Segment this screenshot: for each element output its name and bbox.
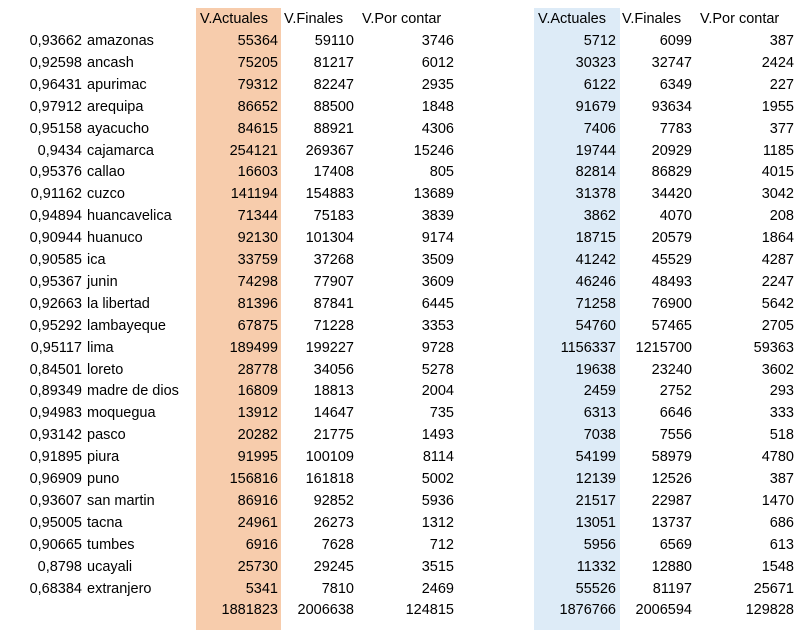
- row-department-name: san martin: [87, 492, 155, 509]
- row-actuales-right: 19638: [575, 361, 616, 378]
- row-actuales-right: 12139: [575, 471, 616, 487]
- row-actuales-right: 31378: [575, 186, 616, 203]
- row-por-contar-right: 2424: [761, 54, 794, 71]
- total-actuales-left: 1881823: [221, 602, 278, 619]
- totals-row: [0, 599, 811, 621]
- row-finales-right: 12880: [651, 558, 692, 575]
- row-finales-left: 34056: [313, 361, 354, 378]
- row-actuales-left: 71344: [237, 208, 278, 225]
- table-row: [0, 468, 811, 490]
- row-actuales-left: 156816: [229, 471, 278, 487]
- row-por-contar-right: 2705: [761, 317, 794, 334]
- row-department-name: junin: [87, 273, 118, 290]
- row-finales-left: 269367: [305, 142, 354, 159]
- row-finales-left: 71228: [313, 317, 354, 334]
- total-finales-left: 2006638: [297, 602, 354, 619]
- table-row: [0, 52, 811, 74]
- table-row: [0, 578, 811, 600]
- row-actuales-right: 3862: [583, 208, 616, 225]
- row-por-contar-right: 4015: [761, 164, 794, 181]
- header-finales-right: V.Finales: [622, 11, 682, 27]
- row-factor: 0,97912: [29, 98, 82, 115]
- row-actuales-left: 86652: [237, 98, 278, 115]
- row-por-contar-right: 1548: [761, 558, 794, 575]
- row-finales-left: 75183: [313, 208, 354, 225]
- row-finales-left: 7628: [321, 536, 354, 553]
- row-finales-left: 77907: [313, 273, 354, 290]
- row-por-contar-right: 5642: [761, 295, 794, 312]
- row-department-name: ayacucho: [87, 120, 150, 137]
- row-department-name: tacna: [87, 514, 123, 531]
- row-por-contar-left: 805: [429, 164, 454, 181]
- row-por-contar-right: 387: [769, 471, 794, 487]
- row-actuales-left: 6916: [245, 536, 278, 553]
- row-department-name: callao: [87, 164, 125, 181]
- row-finales-left: 154883: [305, 186, 354, 203]
- row-por-contar-left: 3515: [421, 558, 454, 575]
- row-finales-left: 37268: [313, 252, 354, 268]
- row-finales-left: 81217: [313, 54, 354, 71]
- row-factor: 0,91895: [29, 449, 82, 466]
- row-actuales-left: 86916: [237, 492, 278, 509]
- table-row: [0, 446, 811, 468]
- row-por-contar-left: 5278: [421, 361, 454, 378]
- row-actuales-left: 13912: [237, 405, 278, 422]
- row-factor: 0,95117: [30, 339, 82, 356]
- row-por-contar-left: 1312: [421, 514, 454, 531]
- header-actuales-left: V.Actuales: [200, 11, 268, 27]
- table-row: [0, 315, 811, 337]
- row-department-name: lima: [87, 339, 114, 356]
- row-actuales-left: 92130: [237, 230, 278, 247]
- table-row: [0, 337, 811, 359]
- row-actuales-right: 5956: [583, 536, 616, 553]
- row-por-contar-left: 4306: [421, 120, 454, 137]
- table-row: [0, 271, 811, 293]
- row-actuales-right: 55526: [575, 580, 616, 597]
- row-actuales-right: 46246: [575, 273, 616, 290]
- row-finales-left: 21775: [313, 427, 354, 444]
- row-factor: 0,90665: [29, 536, 82, 553]
- total-finales-right: 2006594: [635, 602, 692, 619]
- table-row: [0, 490, 811, 512]
- row-por-contar-left: 5936: [421, 492, 454, 509]
- row-actuales-right: 7038: [583, 427, 616, 444]
- row-actuales-right: 1156337: [560, 339, 616, 356]
- row-finales-left: 101304: [305, 230, 354, 247]
- row-finales-right: 22987: [651, 492, 692, 509]
- row-finales-right: 23240: [651, 361, 692, 378]
- row-department-name: pasco: [87, 427, 126, 444]
- row-actuales-right: 13051: [575, 514, 616, 531]
- table-row: [0, 227, 811, 249]
- table-row: [0, 30, 811, 52]
- row-finales-right: 86829: [651, 164, 692, 181]
- row-finales-right: 76900: [651, 295, 692, 312]
- row-por-contar-right: 377: [769, 120, 794, 137]
- row-finales-right: 20579: [651, 230, 692, 247]
- row-department-name: piura: [87, 449, 120, 466]
- table-row: [0, 556, 811, 578]
- row-por-contar-left: 2935: [421, 76, 454, 93]
- row-actuales-left: 20282: [237, 427, 278, 444]
- table-row: [0, 96, 811, 118]
- row-por-contar-left: 3609: [421, 273, 454, 290]
- row-por-contar-right: 293: [769, 383, 794, 400]
- header-por-contar-left: V.Por contar: [362, 11, 442, 27]
- table-row: [0, 512, 811, 534]
- row-actuales-left: 81396: [237, 295, 278, 312]
- row-por-contar-right: 1955: [761, 98, 794, 115]
- row-actuales-left: 254121: [229, 142, 278, 159]
- row-por-contar-left: 5002: [421, 471, 454, 487]
- row-department-name: arequipa: [87, 98, 144, 115]
- row-factor: 0,93607: [29, 492, 82, 509]
- row-finales-right: 34420: [651, 186, 692, 203]
- row-factor: 0,91162: [30, 186, 82, 203]
- row-actuales-right: 91679: [575, 98, 616, 115]
- table-row: [0, 183, 811, 205]
- row-por-contar-right: 227: [769, 76, 794, 93]
- row-department-name: ancash: [87, 54, 134, 71]
- row-actuales-left: 16809: [237, 383, 278, 400]
- row-actuales-left: 141194: [230, 186, 278, 203]
- row-department-name: lambayeque: [87, 317, 166, 334]
- row-finales-left: 29245: [313, 558, 354, 575]
- row-department-name: puno: [87, 471, 120, 487]
- row-finales-right: 13737: [651, 514, 692, 531]
- row-department-name: madre de dios: [87, 383, 179, 400]
- row-finales-right: 45529: [651, 252, 692, 268]
- row-actuales-left: 74298: [237, 273, 278, 290]
- row-department-name: cuzco: [87, 186, 125, 203]
- row-actuales-left: 84615: [237, 120, 278, 137]
- row-factor: 0,95005: [29, 514, 82, 531]
- row-finales-left: 88500: [313, 98, 354, 115]
- row-por-contar-right: 333: [769, 405, 794, 422]
- row-finales-left: 100109: [305, 449, 354, 466]
- row-finales-right: 6099: [659, 33, 692, 49]
- row-por-contar-left: 13689: [413, 186, 454, 203]
- row-actuales-right: 71258: [575, 295, 616, 312]
- row-actuales-right: 41242: [575, 252, 616, 268]
- row-actuales-left: 33759: [237, 252, 278, 268]
- row-finales-right: 6646: [659, 405, 692, 422]
- row-factor: 0,90585: [29, 252, 82, 268]
- row-actuales-right: 2459: [583, 383, 616, 400]
- row-finales-right: 48493: [651, 273, 692, 290]
- row-por-contar-right: 1864: [761, 230, 794, 247]
- row-factor: 0,96431: [29, 76, 82, 93]
- row-actuales-left: 79312: [237, 76, 278, 93]
- row-department-name: ica: [87, 252, 106, 268]
- row-por-contar-left: 3839: [421, 208, 454, 225]
- row-actuales-left: 25730: [237, 558, 278, 575]
- row-por-contar-left: 3509: [421, 252, 454, 268]
- row-actuales-right: 18715: [575, 230, 616, 247]
- table-row: [0, 402, 811, 424]
- row-por-contar-right: 1470: [761, 492, 794, 509]
- table-row: [0, 161, 811, 183]
- row-department-name: moquegua: [87, 405, 156, 422]
- row-finales-right: 2752: [659, 383, 692, 400]
- row-actuales-right: 5712: [583, 33, 616, 49]
- row-finales-left: 14647: [313, 405, 354, 422]
- total-por-contar-left: 124815: [405, 602, 454, 619]
- row-finales-right: 58979: [651, 449, 692, 466]
- row-factor: 0,93662: [29, 33, 82, 49]
- row-actuales-right: 82814: [575, 164, 616, 181]
- row-actuales-right: 19744: [575, 142, 616, 159]
- row-finales-left: 17408: [313, 164, 354, 181]
- row-factor: 0,94983: [29, 405, 82, 422]
- row-factor: 0,95158: [29, 120, 82, 137]
- row-factor: 0,92663: [29, 295, 82, 312]
- row-por-contar-right: 4780: [761, 449, 794, 466]
- row-finales-left: 199227: [305, 339, 354, 356]
- row-actuales-right: 6122: [583, 76, 616, 93]
- row-factor: 0,92598: [29, 54, 82, 71]
- row-department-name: amazonas: [87, 33, 154, 49]
- row-por-contar-left: 735: [429, 405, 454, 422]
- row-actuales-right: 11332: [576, 558, 616, 575]
- row-actuales-right: 54199: [575, 449, 616, 466]
- header-actuales-right: V.Actuales: [538, 11, 606, 27]
- table-row: [0, 424, 811, 446]
- row-department-name: cajamarca: [87, 142, 154, 159]
- row-department-name: extranjero: [87, 580, 152, 597]
- table-row: [0, 205, 811, 227]
- row-por-contar-right: 613: [769, 536, 794, 553]
- row-finales-right: 12526: [651, 471, 692, 487]
- row-por-contar-left: 1493: [421, 427, 454, 444]
- header-finales-left: V.Finales: [284, 11, 344, 27]
- table-row: [0, 534, 811, 556]
- row-actuales-left: 91995: [237, 449, 278, 466]
- table-row: [0, 140, 811, 162]
- row-por-contar-right: 2247: [761, 273, 794, 290]
- row-por-contar-left: 9174: [421, 230, 454, 247]
- row-finales-right: 7556: [659, 427, 692, 444]
- row-factor: 0,96909: [29, 471, 82, 487]
- row-factor: 0,84501: [29, 361, 82, 378]
- row-finales-right: 57465: [651, 317, 692, 334]
- row-por-contar-right: 3602: [761, 361, 794, 378]
- row-factor: 0,95376: [29, 164, 82, 181]
- row-finales-right: 32747: [651, 54, 692, 71]
- row-finales-left: 92852: [313, 492, 354, 509]
- row-finales-left: 7810: [321, 580, 354, 597]
- table-row: [0, 118, 811, 140]
- row-actuales-left: 189499: [229, 339, 278, 356]
- row-actuales-left: 55364: [237, 33, 278, 49]
- row-por-contar-right: 208: [769, 208, 794, 225]
- row-factor: 0,68384: [29, 580, 82, 597]
- row-finales-right: 93634: [651, 98, 692, 115]
- row-por-contar-right: 3042: [761, 186, 794, 203]
- row-actuales-right: 30323: [575, 54, 616, 71]
- row-factor: 0,8798: [37, 558, 82, 575]
- row-por-contar-left: 15246: [413, 142, 454, 159]
- row-department-name: loreto: [87, 361, 124, 378]
- row-actuales-right: 21517: [575, 492, 616, 509]
- row-actuales-left: 16603: [237, 164, 278, 181]
- row-por-contar-right: 4287: [761, 252, 794, 268]
- row-por-contar-left: 6012: [421, 54, 454, 71]
- row-actuales-right: 6313: [583, 405, 616, 422]
- row-actuales-right: 7406: [583, 120, 616, 137]
- row-factor: 0,95367: [29, 273, 82, 290]
- row-actuales-left: 75205: [237, 54, 278, 71]
- row-por-contar-left: 3746: [421, 33, 454, 49]
- row-factor: 0,94894: [29, 208, 82, 225]
- row-finales-left: 82247: [313, 76, 354, 93]
- header-por-contar-right: V.Por contar: [700, 11, 780, 27]
- row-factor: 0,89349: [29, 383, 82, 400]
- row-factor: 0,95292: [29, 317, 82, 334]
- row-finales-right: 4070: [659, 208, 692, 225]
- row-actuales-left: 5341: [245, 580, 278, 597]
- row-finales-right: 6569: [659, 536, 692, 553]
- row-por-contar-right: 387: [769, 33, 794, 49]
- row-factor: 0,9434: [37, 142, 82, 159]
- row-actuales-right: 54760: [575, 317, 616, 334]
- row-por-contar-left: 6445: [421, 295, 454, 312]
- row-finales-left: 161818: [305, 471, 354, 487]
- row-por-contar-left: 9728: [421, 339, 454, 356]
- table-row: [0, 380, 811, 402]
- row-actuales-left: 28778: [237, 361, 278, 378]
- row-finales-left: 87841: [313, 295, 354, 312]
- total-por-contar-right: 129828: [745, 602, 794, 619]
- row-factor: 0,90944: [29, 230, 82, 247]
- row-finales-right: 1215700: [635, 339, 692, 356]
- row-por-contar-right: 25671: [753, 580, 794, 597]
- row-por-contar-left: 1848: [421, 98, 454, 115]
- table-row: [0, 74, 811, 96]
- row-por-contar-right: 59363: [753, 339, 794, 356]
- row-finales-right: 20929: [651, 142, 692, 159]
- row-factor: 0,93142: [29, 427, 82, 444]
- total-actuales-right: 1876766: [559, 602, 616, 619]
- row-finales-right: 7783: [659, 120, 692, 137]
- row-department-name: apurimac: [87, 76, 147, 93]
- row-department-name: tumbes: [87, 536, 135, 553]
- row-finales-left: 59110: [314, 33, 354, 49]
- row-por-contar-left: 8114: [422, 449, 454, 466]
- row-department-name: la libertad: [87, 295, 150, 312]
- row-finales-right: 81197: [652, 580, 692, 597]
- row-finales-right: 6349: [659, 76, 692, 93]
- table-row: [0, 359, 811, 381]
- table-row: [0, 293, 811, 315]
- row-por-contar-right: 686: [769, 514, 794, 531]
- row-department-name: ucayali: [87, 558, 133, 575]
- table-row: [0, 249, 811, 271]
- row-department-name: huancavelica: [87, 208, 172, 225]
- row-finales-left: 26273: [313, 514, 354, 531]
- row-por-contar-right: 518: [769, 427, 794, 444]
- row-por-contar-left: 2469: [421, 580, 454, 597]
- row-por-contar-right: 1185: [762, 142, 794, 159]
- row-finales-left: 18813: [313, 383, 354, 400]
- row-department-name: huanuco: [87, 230, 143, 247]
- header-row: [0, 8, 811, 30]
- row-finales-left: 88921: [313, 120, 354, 137]
- row-actuales-left: 24961: [237, 514, 278, 531]
- row-por-contar-left: 3353: [421, 317, 454, 334]
- row-por-contar-left: 712: [429, 536, 454, 553]
- row-por-contar-left: 2004: [421, 383, 454, 400]
- row-actuales-left: 67875: [237, 317, 278, 334]
